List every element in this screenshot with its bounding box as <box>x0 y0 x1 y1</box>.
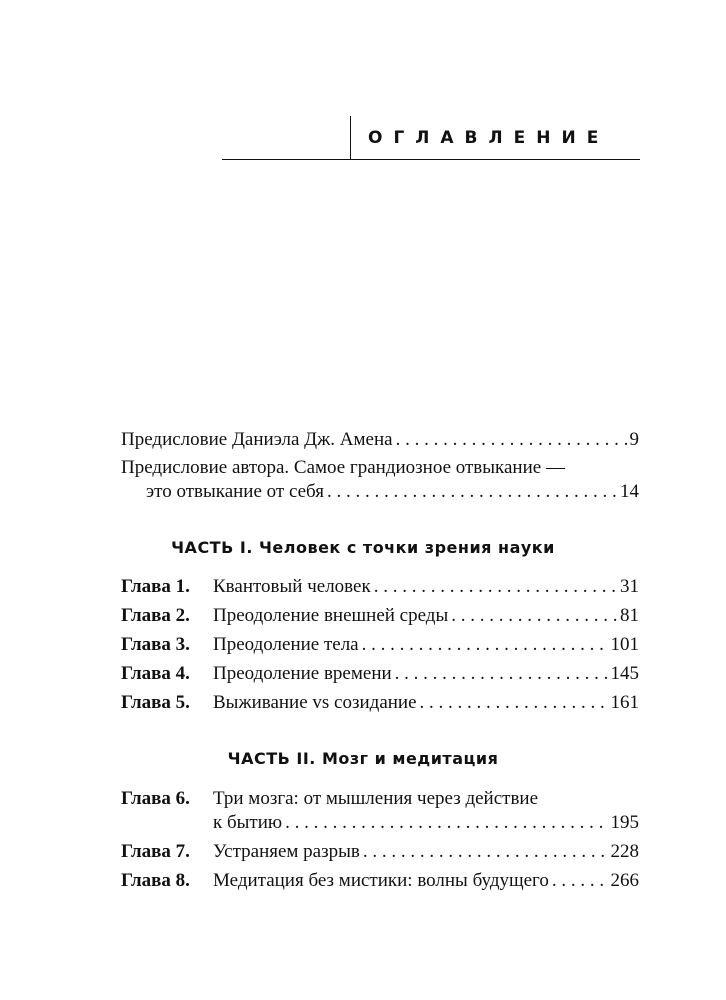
chapter-number: Глава 7. <box>121 841 190 862</box>
leader-dots <box>396 428 627 452</box>
toc-entry-page: 161 <box>610 692 639 713</box>
toc-entry-label: это отвыкание от себя <box>146 481 324 502</box>
chapter-number: Глава 5. <box>121 692 190 713</box>
header-divider-vertical <box>350 116 351 159</box>
toc-entry-page: 31 <box>620 576 639 597</box>
toc-entry-label: Предисловие Даниэла Дж. Амена <box>121 429 393 450</box>
chapter-number: Глава 6. <box>121 788 190 809</box>
toc-entry-chapter-7[interactable] <box>213 840 639 864</box>
toc-entry-foreword-author[interactable] <box>146 480 639 504</box>
toc-entry-page: 195 <box>610 812 639 833</box>
toc-entry-chapter-1[interactable] <box>213 575 639 599</box>
toc-entry-page: 228 <box>610 841 639 862</box>
toc-entry-foreword-amen[interactable] <box>121 428 639 452</box>
toc-entry-label: Преодоление тела <box>213 634 359 655</box>
leader-dots <box>420 691 608 715</box>
leader-dots <box>451 604 617 628</box>
toc-entry-chapter-8[interactable] <box>213 869 639 893</box>
toc-entry-label: Устраняем разрыв <box>213 841 360 862</box>
leader-dots <box>285 811 607 835</box>
leader-dots <box>374 575 617 599</box>
toc-entry-label: Квантовый человек <box>213 576 371 597</box>
toc-entry-label: Преодоление времени <box>213 663 392 684</box>
leader-dots <box>395 662 608 686</box>
leader-dots <box>327 480 617 504</box>
leader-dots <box>363 840 608 864</box>
toc-entry-chapter-3[interactable] <box>213 633 639 657</box>
toc-entry-page: 101 <box>610 634 639 655</box>
chapter-number: Глава 8. <box>121 870 190 891</box>
part-heading-2: ЧАСТЬ II. Мозг и медитация <box>227 749 499 768</box>
toc-entry-chapter-6[interactable] <box>213 811 639 835</box>
leader-dots <box>552 869 608 893</box>
toc-entry-label: Преодоление внешней среды <box>213 605 449 626</box>
toc-entry-page: 14 <box>620 481 639 502</box>
toc-entry-page: 266 <box>610 870 639 891</box>
toc-entry-label: Медитация без мистики: волны будущего <box>213 870 549 891</box>
part-heading-1: ЧАСТЬ I. Человек с точки зрения науки <box>171 538 555 557</box>
leader-dots <box>362 633 608 657</box>
toc-entry-chapter-6-line1[interactable]: Три мозга: от мышления через действие <box>213 788 539 809</box>
toc-entry-label: Выживание vs созидание <box>213 692 417 713</box>
chapter-number: Глава 3. <box>121 634 190 655</box>
toc-entry-page: 145 <box>610 663 639 684</box>
toc-entry-foreword-author-line1[interactable]: Предисловие автора. Самое грандиозное отвыкание — <box>121 457 565 478</box>
chapter-number: Глава 2. <box>121 605 190 626</box>
chapter-number: Глава 1. <box>121 576 190 597</box>
page-title: ОГЛАВЛЕНИЕ <box>368 128 610 148</box>
toc-entry-label: к бытию <box>213 812 283 833</box>
toc-entry-chapter-5[interactable] <box>213 691 639 715</box>
toc-entry-page: 9 <box>629 429 639 450</box>
toc-entry-chapter-4[interactable] <box>213 662 639 686</box>
toc-entry-page: 81 <box>620 605 639 626</box>
header-rule <box>222 159 640 160</box>
chapter-number: Глава 4. <box>121 663 190 684</box>
toc-entry-chapter-2[interactable] <box>213 604 639 628</box>
